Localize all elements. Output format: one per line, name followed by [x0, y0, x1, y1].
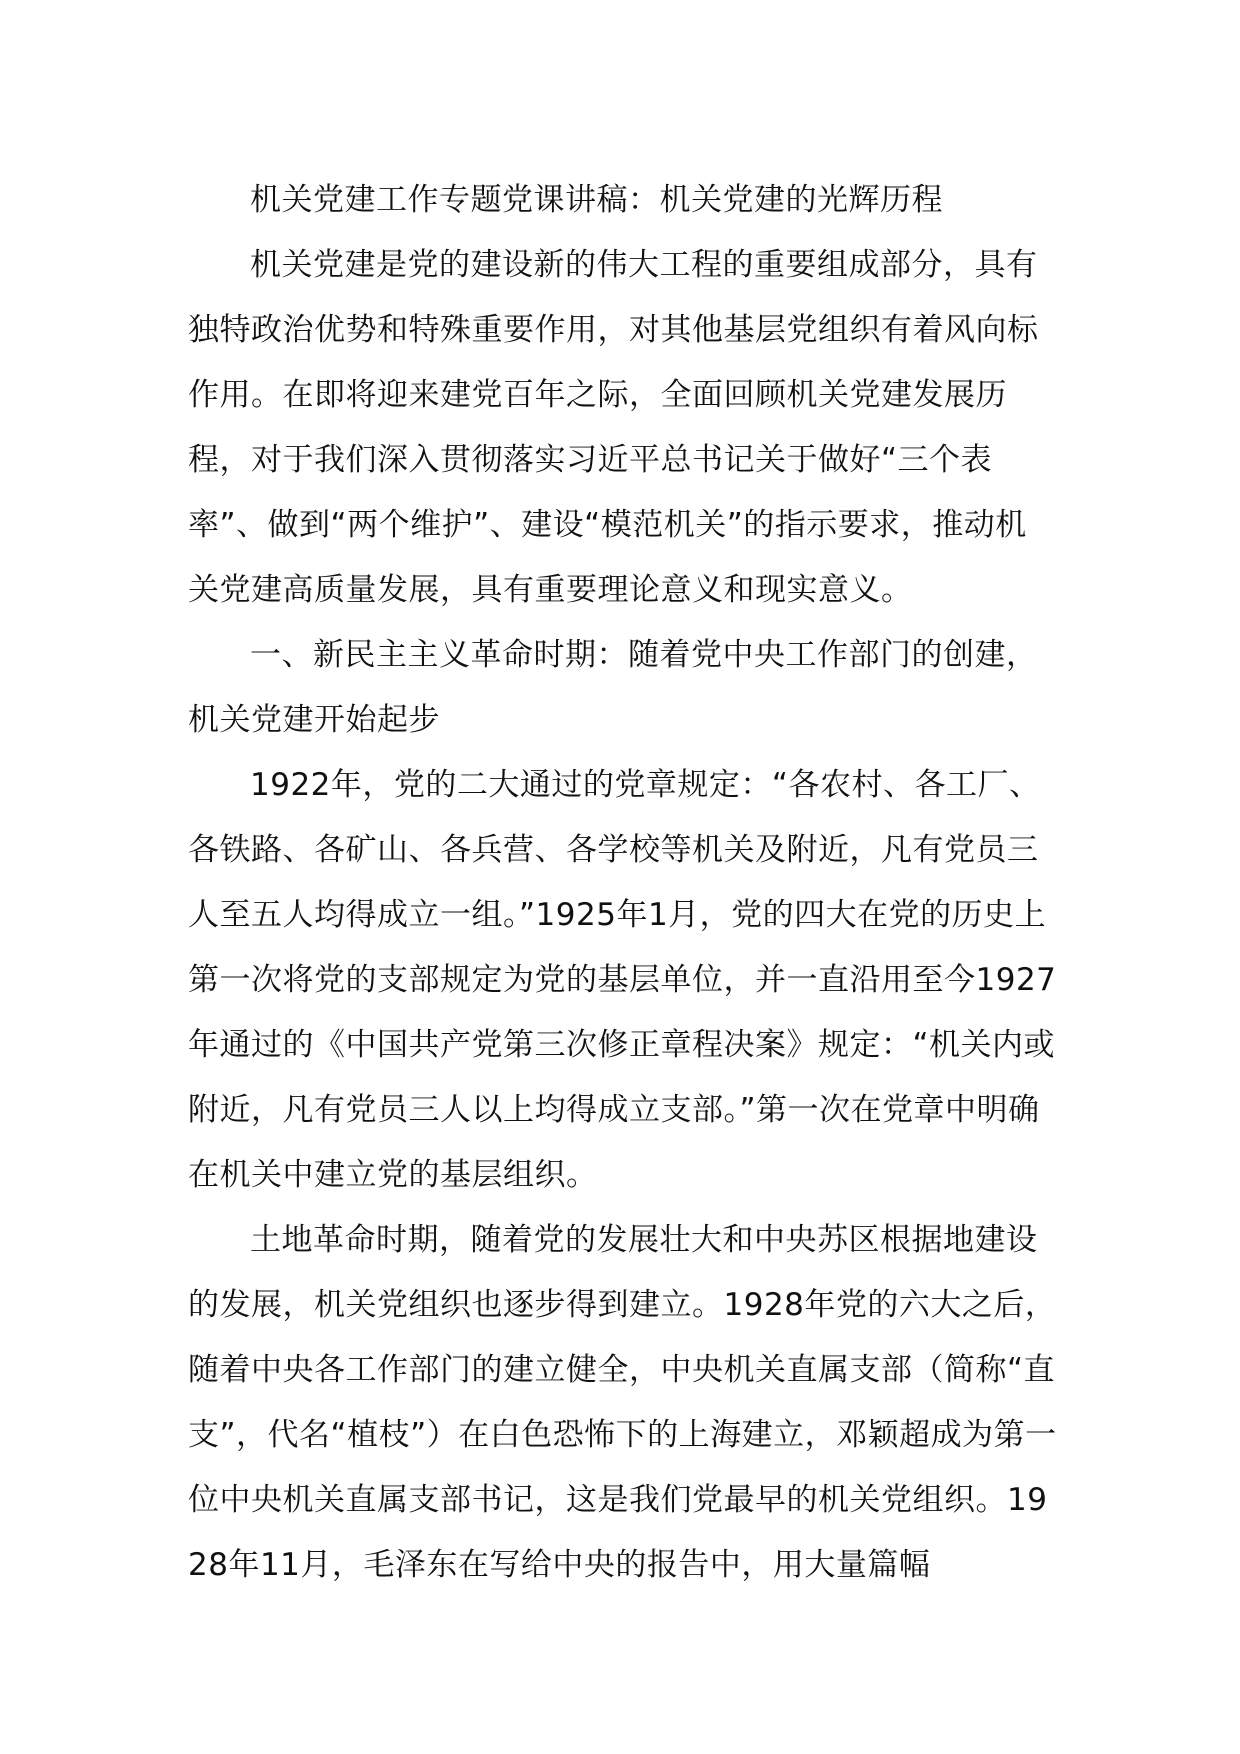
- document-body: [188, 168, 1058, 1598]
- document-title: 机关党建工作专题党课讲稿：机关党建的光辉历程: [250, 182, 943, 218]
- paragraph-land-revolution: 土地革命时期，随着党的发展壮大和中央苏区根据地建设的发展，机关党组织也逐步得到建立。1928年党的六大之后，随着中央各工作部门的建立健全，中央机关直属支部（简称“直支”，代名“植枝”）在白色恐怖下的上海建立，邓颖超成为第一位中央机关直属支部书记，这是我们党最早的机关党组织。1928年11月，毛泽东在写给中央的报告中，用大量篇幅: [188, 1222, 1057, 1583]
- paragraph-intro: 机关党建是党的建设新的伟大工程的重要组成部分，具有独特政治优势和特殊重要作用，对其他基层党组织有着风向标作用。在即将迎来建党百年之际，全面回顾机关党建发展历程，对于我们深入贯彻落实习近平总书记关于做好“三个表率”、做到“两个维护”、建设“模范机关”的指示要求，推动机关党建高质量发展，具有重要理论意义和现实意义。: [188, 247, 1039, 608]
- section-heading-1: 一、新民主主义革命时期：随着党中央工作部门的创建，机关党建开始起步: [188, 637, 1038, 738]
- paragraph-1922: 1922年，党的二大通过的党章规定：“各农村、各工厂、各铁路、各矿山、各兵营、各学校等机关及附近，凡有党员三人至五人均得成立一组。”1925年1月，党的四大在党的历史上第一次将党的支部规定为党的基层单位，并一直沿用至今1927年通过的《中国共产党第三次修正章程决案》规定：“机关内或附近，凡有党员三人以上均得成立支部。”第一次在党章中明确在机关中建立党的基层组织。: [188, 767, 1057, 1193]
